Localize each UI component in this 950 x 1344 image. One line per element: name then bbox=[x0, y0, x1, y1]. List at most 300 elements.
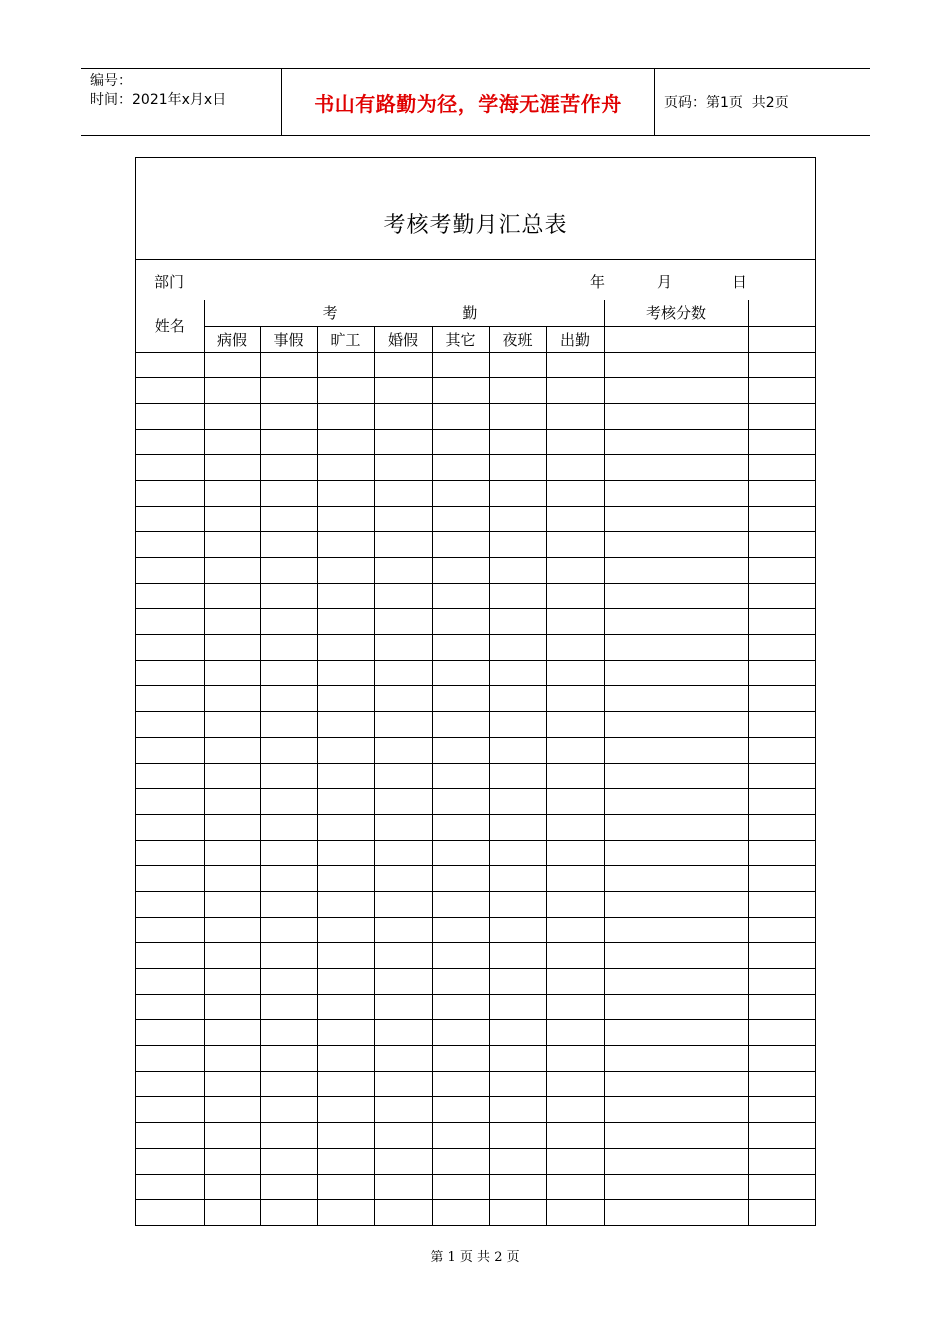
table-cell[interactable] bbox=[604, 506, 748, 532]
table-cell[interactable] bbox=[489, 583, 546, 609]
table-cell[interactable] bbox=[260, 763, 317, 789]
table-cell[interactable] bbox=[136, 635, 204, 661]
table-cell[interactable] bbox=[432, 558, 489, 584]
table-cell[interactable] bbox=[604, 1200, 748, 1226]
table-cell[interactable] bbox=[317, 532, 374, 558]
table-cell[interactable] bbox=[374, 1097, 432, 1123]
table-cell[interactable] bbox=[260, 1123, 317, 1149]
table-cell[interactable] bbox=[489, 969, 546, 995]
table-cell[interactable] bbox=[432, 506, 489, 532]
table-cell[interactable] bbox=[136, 1071, 204, 1097]
table-cell[interactable] bbox=[317, 429, 374, 455]
table-cell[interactable] bbox=[748, 455, 815, 481]
table-cell[interactable] bbox=[604, 429, 748, 455]
table-cell[interactable] bbox=[136, 994, 204, 1020]
table-cell[interactable] bbox=[748, 1174, 815, 1200]
table-cell[interactable] bbox=[489, 506, 546, 532]
table-cell[interactable] bbox=[374, 737, 432, 763]
table-cell[interactable] bbox=[432, 1071, 489, 1097]
table-cell[interactable] bbox=[317, 712, 374, 738]
table-cell[interactable] bbox=[489, 532, 546, 558]
table-cell[interactable] bbox=[374, 1174, 432, 1200]
table-cell[interactable] bbox=[432, 1174, 489, 1200]
table-cell[interactable] bbox=[432, 994, 489, 1020]
table-cell[interactable] bbox=[204, 1123, 260, 1149]
table-cell[interactable] bbox=[374, 1148, 432, 1174]
table-cell[interactable] bbox=[748, 378, 815, 404]
table-cell[interactable] bbox=[136, 1200, 204, 1226]
table-cell[interactable] bbox=[604, 789, 748, 815]
table-cell[interactable] bbox=[546, 1046, 604, 1072]
table-cell[interactable] bbox=[604, 814, 748, 840]
table-cell[interactable] bbox=[432, 660, 489, 686]
table-cell[interactable] bbox=[748, 480, 815, 506]
table-cell[interactable] bbox=[432, 866, 489, 892]
table-cell[interactable] bbox=[136, 1046, 204, 1072]
table-cell[interactable] bbox=[136, 1148, 204, 1174]
table-cell[interactable] bbox=[489, 712, 546, 738]
table-cell[interactable] bbox=[432, 969, 489, 995]
table-cell[interactable] bbox=[204, 917, 260, 943]
table-cell[interactable] bbox=[604, 994, 748, 1020]
table-cell[interactable] bbox=[432, 943, 489, 969]
table-cell[interactable] bbox=[317, 1200, 374, 1226]
table-cell[interactable] bbox=[432, 737, 489, 763]
table-cell[interactable] bbox=[432, 1046, 489, 1072]
table-cell[interactable] bbox=[546, 686, 604, 712]
table-cell[interactable] bbox=[604, 532, 748, 558]
table-cell[interactable] bbox=[317, 660, 374, 686]
table-cell[interactable] bbox=[136, 917, 204, 943]
table-cell[interactable] bbox=[260, 480, 317, 506]
table-cell[interactable] bbox=[204, 506, 260, 532]
table-cell[interactable] bbox=[260, 917, 317, 943]
table-cell[interactable] bbox=[432, 352, 489, 378]
table-cell[interactable] bbox=[136, 378, 204, 404]
table-cell[interactable] bbox=[432, 378, 489, 404]
table-cell[interactable] bbox=[374, 1123, 432, 1149]
table-cell[interactable] bbox=[489, 635, 546, 661]
table-cell[interactable] bbox=[432, 455, 489, 481]
table-cell[interactable] bbox=[136, 660, 204, 686]
table-cell[interactable] bbox=[136, 506, 204, 532]
table-cell[interactable] bbox=[374, 994, 432, 1020]
table-cell[interactable] bbox=[260, 1046, 317, 1072]
table-cell[interactable] bbox=[546, 378, 604, 404]
table-cell[interactable] bbox=[489, 866, 546, 892]
table-cell[interactable] bbox=[204, 1148, 260, 1174]
table-cell[interactable] bbox=[260, 378, 317, 404]
table-cell[interactable] bbox=[260, 429, 317, 455]
table-cell[interactable] bbox=[136, 737, 204, 763]
table-cell[interactable] bbox=[748, 583, 815, 609]
table-cell[interactable] bbox=[748, 1046, 815, 1072]
table-cell[interactable] bbox=[317, 994, 374, 1020]
table-cell[interactable] bbox=[432, 891, 489, 917]
table-cell[interactable] bbox=[432, 403, 489, 429]
table-cell[interactable] bbox=[604, 455, 748, 481]
table-cell[interactable] bbox=[374, 969, 432, 995]
table-cell[interactable] bbox=[432, 1123, 489, 1149]
table-cell[interactable] bbox=[748, 352, 815, 378]
table-cell[interactable] bbox=[204, 763, 260, 789]
table-cell[interactable] bbox=[748, 1097, 815, 1123]
table-cell[interactable] bbox=[204, 866, 260, 892]
table-cell[interactable] bbox=[204, 789, 260, 815]
table-cell[interactable] bbox=[604, 840, 748, 866]
table-cell[interactable] bbox=[546, 1020, 604, 1046]
table-cell[interactable] bbox=[604, 1020, 748, 1046]
table-cell[interactable] bbox=[136, 866, 204, 892]
table-cell[interactable] bbox=[260, 712, 317, 738]
table-cell[interactable] bbox=[136, 840, 204, 866]
table-cell[interactable] bbox=[374, 506, 432, 532]
table-cell[interactable] bbox=[204, 583, 260, 609]
table-cell[interactable] bbox=[317, 969, 374, 995]
table-cell[interactable] bbox=[604, 712, 748, 738]
table-cell[interactable] bbox=[748, 943, 815, 969]
table-cell[interactable] bbox=[204, 352, 260, 378]
table-cell[interactable] bbox=[546, 737, 604, 763]
table-cell[interactable] bbox=[204, 609, 260, 635]
table-cell[interactable] bbox=[604, 558, 748, 584]
table-cell[interactable] bbox=[136, 789, 204, 815]
table-cell[interactable] bbox=[136, 480, 204, 506]
table-cell[interactable] bbox=[374, 429, 432, 455]
table-cell[interactable] bbox=[546, 943, 604, 969]
table-cell[interactable] bbox=[432, 532, 489, 558]
table-cell[interactable] bbox=[748, 814, 815, 840]
table-cell[interactable] bbox=[546, 712, 604, 738]
table-cell[interactable] bbox=[204, 1071, 260, 1097]
table-cell[interactable] bbox=[546, 609, 604, 635]
table-cell[interactable] bbox=[748, 866, 815, 892]
table-cell[interactable] bbox=[748, 789, 815, 815]
table-cell[interactable] bbox=[260, 609, 317, 635]
table-cell[interactable] bbox=[317, 558, 374, 584]
table-cell[interactable] bbox=[136, 609, 204, 635]
table-cell[interactable] bbox=[748, 506, 815, 532]
table-cell[interactable] bbox=[748, 969, 815, 995]
table-cell[interactable] bbox=[604, 1071, 748, 1097]
table-cell[interactable] bbox=[374, 532, 432, 558]
table-cell[interactable] bbox=[432, 583, 489, 609]
table-cell[interactable] bbox=[604, 737, 748, 763]
table-cell[interactable] bbox=[546, 429, 604, 455]
table-cell[interactable] bbox=[204, 635, 260, 661]
table-cell[interactable] bbox=[204, 660, 260, 686]
table-cell[interactable] bbox=[204, 429, 260, 455]
table-cell[interactable] bbox=[748, 891, 815, 917]
table-cell[interactable] bbox=[489, 660, 546, 686]
table-cell[interactable] bbox=[489, 1020, 546, 1046]
table-cell[interactable] bbox=[546, 994, 604, 1020]
table-cell[interactable] bbox=[317, 1148, 374, 1174]
table-cell[interactable] bbox=[260, 583, 317, 609]
table-cell[interactable] bbox=[260, 891, 317, 917]
table-cell[interactable] bbox=[604, 583, 748, 609]
table-cell[interactable] bbox=[317, 1174, 374, 1200]
table-cell[interactable] bbox=[489, 1174, 546, 1200]
table-cell[interactable] bbox=[748, 1200, 815, 1226]
table-cell[interactable] bbox=[260, 1097, 317, 1123]
table-cell[interactable] bbox=[489, 1123, 546, 1149]
table-cell[interactable] bbox=[546, 1200, 604, 1226]
table-cell[interactable] bbox=[432, 429, 489, 455]
table-cell[interactable] bbox=[546, 763, 604, 789]
table-cell[interactable] bbox=[204, 403, 260, 429]
table-cell[interactable] bbox=[604, 917, 748, 943]
table-cell[interactable] bbox=[604, 1046, 748, 1072]
table-cell[interactable] bbox=[317, 917, 374, 943]
table-cell[interactable] bbox=[748, 1148, 815, 1174]
table-cell[interactable] bbox=[136, 532, 204, 558]
table-cell[interactable] bbox=[748, 403, 815, 429]
table-cell[interactable] bbox=[432, 1097, 489, 1123]
table-cell[interactable] bbox=[260, 789, 317, 815]
table-cell[interactable] bbox=[374, 891, 432, 917]
table-cell[interactable] bbox=[489, 558, 546, 584]
table-cell[interactable] bbox=[604, 1174, 748, 1200]
table-cell[interactable] bbox=[317, 506, 374, 532]
table-cell[interactable] bbox=[374, 352, 432, 378]
table-cell[interactable] bbox=[136, 891, 204, 917]
table-cell[interactable] bbox=[489, 1071, 546, 1097]
table-cell[interactable] bbox=[317, 840, 374, 866]
table-cell[interactable] bbox=[489, 609, 546, 635]
table-cell[interactable] bbox=[489, 686, 546, 712]
table-cell[interactable] bbox=[604, 378, 748, 404]
table-cell[interactable] bbox=[604, 480, 748, 506]
table-cell[interactable] bbox=[748, 712, 815, 738]
table-cell[interactable] bbox=[374, 609, 432, 635]
table-cell[interactable] bbox=[136, 814, 204, 840]
table-cell[interactable] bbox=[317, 455, 374, 481]
table-cell[interactable] bbox=[432, 763, 489, 789]
table-cell[interactable] bbox=[546, 866, 604, 892]
table-cell[interactable] bbox=[489, 789, 546, 815]
table-cell[interactable] bbox=[546, 814, 604, 840]
table-cell[interactable] bbox=[604, 866, 748, 892]
table-cell[interactable] bbox=[317, 1020, 374, 1046]
table-cell[interactable] bbox=[432, 789, 489, 815]
table-cell[interactable] bbox=[260, 840, 317, 866]
table-cell[interactable] bbox=[136, 969, 204, 995]
table-cell[interactable] bbox=[432, 609, 489, 635]
table-cell[interactable] bbox=[489, 455, 546, 481]
table-cell[interactable] bbox=[204, 1020, 260, 1046]
table-cell[interactable] bbox=[317, 763, 374, 789]
table-cell[interactable] bbox=[546, 891, 604, 917]
table-cell[interactable] bbox=[546, 635, 604, 661]
table-cell[interactable] bbox=[546, 840, 604, 866]
table-cell[interactable] bbox=[748, 429, 815, 455]
table-cell[interactable] bbox=[204, 814, 260, 840]
table-cell[interactable] bbox=[546, 403, 604, 429]
table-cell[interactable] bbox=[317, 1046, 374, 1072]
table-cell[interactable] bbox=[260, 1174, 317, 1200]
table-cell[interactable] bbox=[546, 660, 604, 686]
table-cell[interactable] bbox=[374, 660, 432, 686]
table-cell[interactable] bbox=[748, 994, 815, 1020]
table-cell[interactable] bbox=[136, 352, 204, 378]
table-cell[interactable] bbox=[748, 660, 815, 686]
table-cell[interactable] bbox=[432, 635, 489, 661]
table-cell[interactable] bbox=[136, 1020, 204, 1046]
table-cell[interactable] bbox=[748, 1020, 815, 1046]
table-cell[interactable] bbox=[260, 455, 317, 481]
table-cell[interactable] bbox=[204, 969, 260, 995]
table-cell[interactable] bbox=[260, 1200, 317, 1226]
table-cell[interactable] bbox=[604, 763, 748, 789]
table-cell[interactable] bbox=[136, 1174, 204, 1200]
table-cell[interactable] bbox=[432, 712, 489, 738]
table-cell[interactable] bbox=[374, 480, 432, 506]
table-cell[interactable] bbox=[489, 1148, 546, 1174]
table-cell[interactable] bbox=[204, 891, 260, 917]
table-cell[interactable] bbox=[546, 352, 604, 378]
table-cell[interactable] bbox=[546, 1097, 604, 1123]
table-cell[interactable] bbox=[136, 686, 204, 712]
table-cell[interactable] bbox=[374, 789, 432, 815]
table-cell[interactable] bbox=[260, 1020, 317, 1046]
table-cell[interactable] bbox=[260, 352, 317, 378]
table-cell[interactable] bbox=[260, 660, 317, 686]
table-cell[interactable] bbox=[489, 480, 546, 506]
table-cell[interactable] bbox=[317, 635, 374, 661]
table-cell[interactable] bbox=[374, 866, 432, 892]
table-cell[interactable] bbox=[317, 403, 374, 429]
table-cell[interactable] bbox=[260, 994, 317, 1020]
table-cell[interactable] bbox=[489, 763, 546, 789]
table-cell[interactable] bbox=[317, 789, 374, 815]
table-cell[interactable] bbox=[546, 532, 604, 558]
table-cell[interactable] bbox=[136, 429, 204, 455]
table-cell[interactable] bbox=[489, 943, 546, 969]
table-cell[interactable] bbox=[260, 686, 317, 712]
table-cell[interactable] bbox=[317, 686, 374, 712]
table-cell[interactable] bbox=[317, 480, 374, 506]
table-cell[interactable] bbox=[546, 506, 604, 532]
table-cell[interactable] bbox=[317, 352, 374, 378]
table-cell[interactable] bbox=[748, 737, 815, 763]
table-cell[interactable] bbox=[546, 789, 604, 815]
table-cell[interactable] bbox=[604, 635, 748, 661]
table-cell[interactable] bbox=[136, 455, 204, 481]
table-cell[interactable] bbox=[374, 1046, 432, 1072]
table-cell[interactable] bbox=[136, 583, 204, 609]
table-cell[interactable] bbox=[604, 686, 748, 712]
table-cell[interactable] bbox=[489, 891, 546, 917]
table-cell[interactable] bbox=[374, 917, 432, 943]
table-cell[interactable] bbox=[604, 1097, 748, 1123]
table-cell[interactable] bbox=[604, 609, 748, 635]
table-cell[interactable] bbox=[546, 917, 604, 943]
table-cell[interactable] bbox=[604, 352, 748, 378]
table-cell[interactable] bbox=[260, 506, 317, 532]
table-cell[interactable] bbox=[374, 583, 432, 609]
table-cell[interactable] bbox=[374, 712, 432, 738]
table-cell[interactable] bbox=[136, 558, 204, 584]
table-cell[interactable] bbox=[204, 1046, 260, 1072]
table-cell[interactable] bbox=[546, 1148, 604, 1174]
table-cell[interactable] bbox=[136, 763, 204, 789]
table-cell[interactable] bbox=[317, 814, 374, 840]
table-cell[interactable] bbox=[374, 814, 432, 840]
table-cell[interactable] bbox=[748, 686, 815, 712]
table-cell[interactable] bbox=[604, 1148, 748, 1174]
table-cell[interactable] bbox=[204, 1097, 260, 1123]
table-cell[interactable] bbox=[748, 532, 815, 558]
table-cell[interactable] bbox=[432, 814, 489, 840]
table-cell[interactable] bbox=[748, 558, 815, 584]
table-cell[interactable] bbox=[136, 943, 204, 969]
table-cell[interactable] bbox=[432, 1020, 489, 1046]
table-cell[interactable] bbox=[374, 378, 432, 404]
table-cell[interactable] bbox=[432, 480, 489, 506]
table-cell[interactable] bbox=[204, 1174, 260, 1200]
table-cell[interactable] bbox=[748, 917, 815, 943]
table-cell[interactable] bbox=[260, 558, 317, 584]
table-cell[interactable] bbox=[604, 1123, 748, 1149]
table-cell[interactable] bbox=[136, 1123, 204, 1149]
table-cell[interactable] bbox=[204, 943, 260, 969]
table-cell[interactable] bbox=[204, 686, 260, 712]
table-cell[interactable] bbox=[374, 943, 432, 969]
table-cell[interactable] bbox=[260, 532, 317, 558]
table-cell[interactable] bbox=[260, 969, 317, 995]
table-cell[interactable] bbox=[489, 403, 546, 429]
table-cell[interactable] bbox=[432, 1200, 489, 1226]
table-cell[interactable] bbox=[260, 403, 317, 429]
table-cell[interactable] bbox=[260, 866, 317, 892]
table-cell[interactable] bbox=[604, 943, 748, 969]
table-cell[interactable] bbox=[374, 558, 432, 584]
table-cell[interactable] bbox=[317, 891, 374, 917]
table-cell[interactable] bbox=[204, 840, 260, 866]
table-cell[interactable] bbox=[432, 840, 489, 866]
table-cell[interactable] bbox=[317, 1123, 374, 1149]
table-cell[interactable] bbox=[489, 814, 546, 840]
table-cell[interactable] bbox=[748, 840, 815, 866]
table-cell[interactable] bbox=[374, 1071, 432, 1097]
table-cell[interactable] bbox=[489, 429, 546, 455]
table-cell[interactable] bbox=[317, 1071, 374, 1097]
table-cell[interactable] bbox=[604, 403, 748, 429]
table-cell[interactable] bbox=[374, 840, 432, 866]
table-cell[interactable] bbox=[317, 378, 374, 404]
table-cell[interactable] bbox=[374, 403, 432, 429]
table-cell[interactable] bbox=[432, 686, 489, 712]
table-cell[interactable] bbox=[317, 583, 374, 609]
table-cell[interactable] bbox=[546, 455, 604, 481]
table-cell[interactable] bbox=[260, 814, 317, 840]
table-cell[interactable] bbox=[317, 737, 374, 763]
table-cell[interactable] bbox=[546, 480, 604, 506]
table-cell[interactable] bbox=[604, 891, 748, 917]
table-cell[interactable] bbox=[489, 737, 546, 763]
table-cell[interactable] bbox=[374, 1020, 432, 1046]
table-cell[interactable] bbox=[317, 609, 374, 635]
table-cell[interactable] bbox=[374, 1200, 432, 1226]
table-cell[interactable] bbox=[260, 1071, 317, 1097]
table-cell[interactable] bbox=[136, 1097, 204, 1123]
table-cell[interactable] bbox=[489, 1046, 546, 1072]
table-cell[interactable] bbox=[748, 1071, 815, 1097]
table-cell[interactable] bbox=[260, 737, 317, 763]
table-cell[interactable] bbox=[748, 1123, 815, 1149]
table-cell[interactable] bbox=[432, 1148, 489, 1174]
